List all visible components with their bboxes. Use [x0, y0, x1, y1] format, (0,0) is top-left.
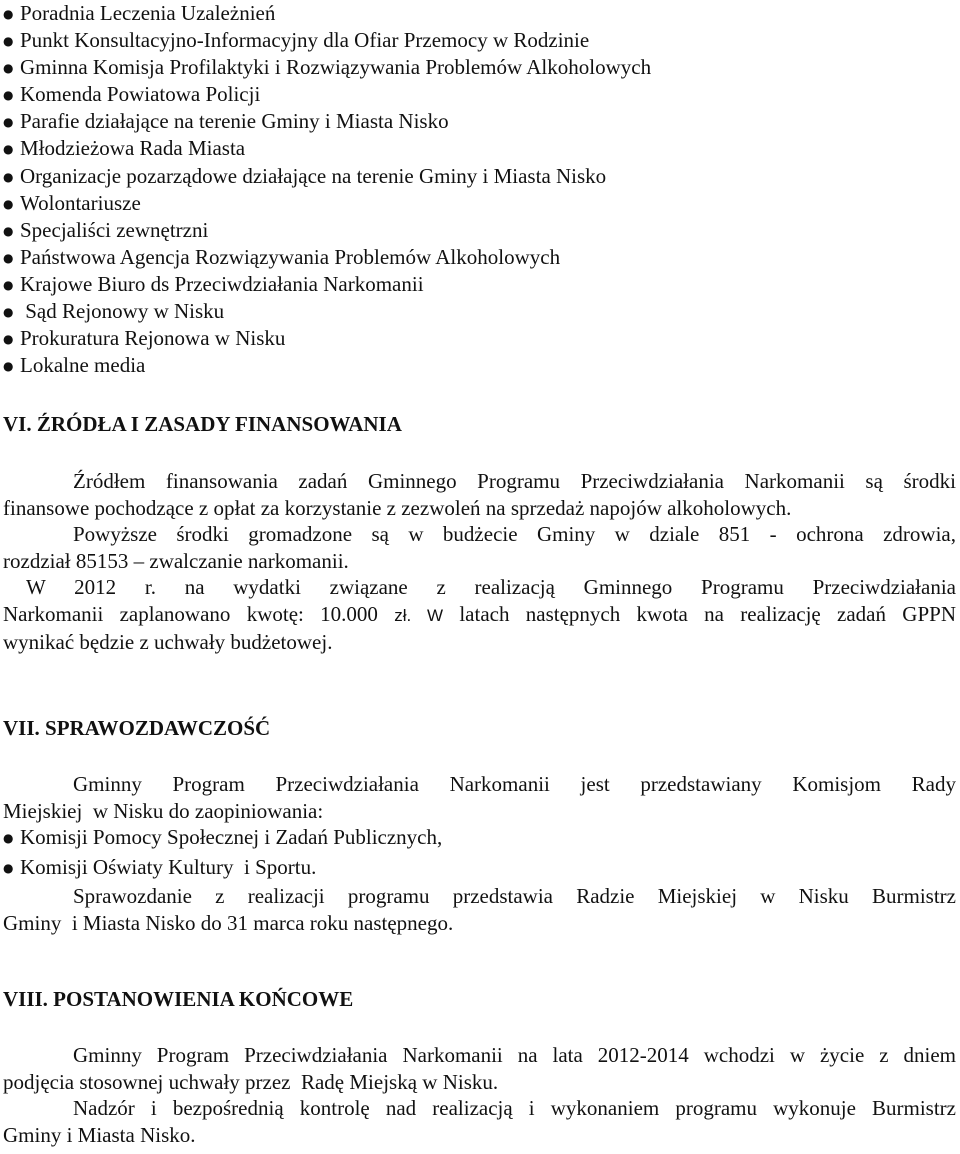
bullet-icon: ●: [3, 7, 14, 21]
amount-line: Narkomanii zaplanowano kwotę: 10.000 zł. W latach następnych kwota na realizację zadań GPPN: [3, 601, 956, 626]
list-item: ● Komisji Oświaty Kultury i Sportu.: [3, 854, 956, 884]
list-item: ● Wolontariusze: [3, 190, 943, 217]
partner-list: [3, 0, 943, 379]
list-item: ● Komenda Powiatowa Policji: [3, 81, 943, 108]
bullet-icon: ●: [3, 359, 14, 374]
section-6-funding-text: Źródłem finansowania zadań Gminnego Programu Przeciwdziałania Narkomanii są środki finansowe pochodzące z opłat za korzystanie z zezwoleń na sprzedaż napojów alkoholowych. Powyższe środki gromadzone są w budżecie Gminy w dziale 851 - ochrona zdrowia, rozdział 85153 – zwalczanie narkomanii. W 2012 r. na wydatki związane z realizacją Gminnego Programu Przeciwdziałania Narkomanii zaplanowano kwotę: 10.000 zł. W latach następnych kwota na realizację zadań GPPN wynikać będzie z uchwały budżetowej.: [3, 469, 956, 654]
list-item: ● Parafie działające na terenie Gminy i Miasta Nisko: [3, 108, 943, 135]
section-8-heading: VIII. POSTANOWIENIA KOŃCOWE: [3, 987, 354, 1011]
bullet-icon: ●: [3, 332, 14, 347]
list-item: ● Komisji Pomocy Społecznej i Zadań Publicznych,: [3, 824, 956, 854]
bullet-icon: ●: [3, 860, 14, 875]
list-item: ● Lokalne media: [3, 352, 943, 379]
bullet-icon: ●: [3, 61, 14, 76]
bullet-icon: ●: [3, 223, 14, 238]
bullet-icon: ●: [3, 250, 14, 265]
bullet-icon: ●: [3, 34, 14, 49]
bullet-icon: ●: [3, 88, 14, 103]
list-item: ● Państwowa Agencja Rozwiązywania Problemów Alkoholowych: [3, 244, 943, 271]
list-item: ● Poradnia Leczenia Uzależnień: [3, 0, 943, 27]
list-item: ● Specjaliści zewnętrzni: [3, 217, 943, 244]
section-7-heading: VII. SPRAWOZDAWCZOŚĆ: [3, 716, 271, 740]
list-item: ● Punkt Konsultacyjno-Informacyjny dla Ofiar Przemocy w Rodzinie: [3, 27, 943, 54]
list-item: ● Sąd Rejonowy w Nisku: [3, 298, 943, 325]
list-item: ● Prokuratura Rejonowa w Nisku: [3, 325, 943, 352]
bullet-icon: ●: [3, 305, 14, 320]
section-7-reporting-text: Gminny Program Przeciwdziałania Narkomanii jest przedstawiany Komisjom Rady Miejskiej w Nisku do zaopiniowania: ● Komisji Pomocy Społecznej i Zadań Publicznych, ● Komisji Oświaty Kultury i Sportu. Sprawozdanie z realizacji programu przedstawia Radzie Miejskiej w Nisku Burmistrz Gminy i Miasta Nisko do 31 marca roku następnego.: [3, 772, 956, 935]
list-item: ● Organizacje pozarządowe działające na terenie Gminy i Miasta Nisko: [3, 163, 943, 190]
bullet-icon: ●: [3, 115, 14, 130]
list-item: ● Młodzieżowa Rada Miasta: [3, 135, 943, 162]
list-item: ● Gminna Komisja Profilaktyki i Rozwiązywania Problemów Alkoholowych: [3, 54, 943, 81]
bullet-icon: ●: [3, 142, 14, 157]
list-item: ● Krajowe Biuro ds Przeciwdziałania Narkomanii: [3, 271, 943, 298]
bullet-icon: ●: [3, 169, 14, 184]
bullet-icon: ●: [3, 196, 14, 211]
bullet-icon: ●: [3, 277, 14, 292]
section-6-heading: VI. ŹRÓDŁA I ZASADY FINANSOWANIA: [3, 412, 402, 436]
section-8-final-text: Gminny Program Przeciwdziałania Narkomanii na lata 2012-2014 wchodzi w życie z dniem podjęcia stosownej uchwały przez Radę Miejską w Nisku. Nadzór i bezpośrednią kontrolę nad realizacją i wykonaniem programu wykonuje Burmistrz Gminy i Miasta Nisko.: [3, 1043, 956, 1147]
bullet-icon: ●: [3, 831, 14, 845]
